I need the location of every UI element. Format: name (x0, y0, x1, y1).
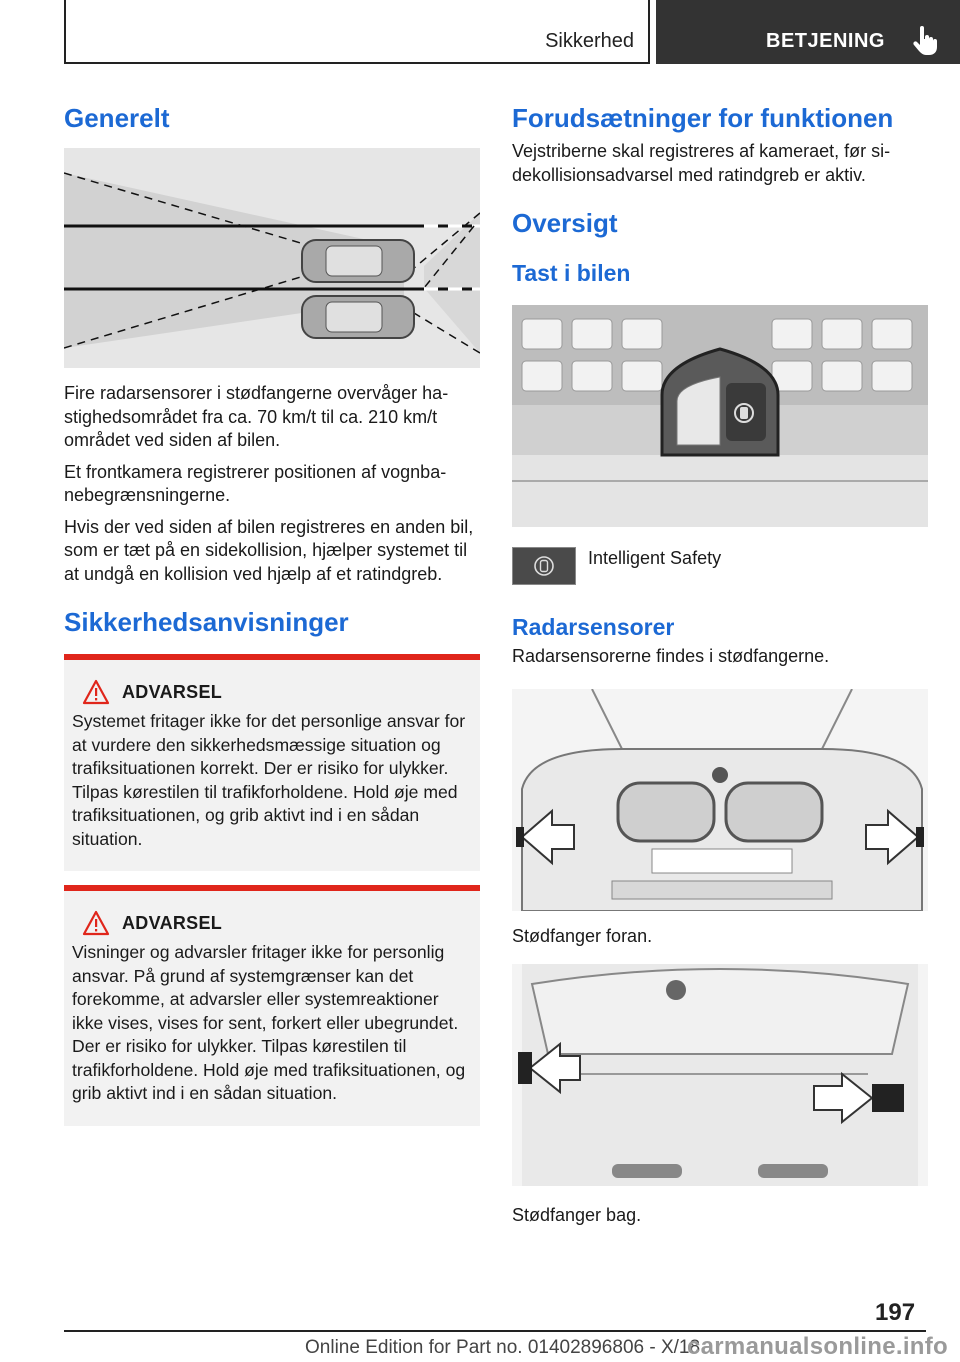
warning-box-2 (64, 885, 480, 1126)
warning-triangle-icon (82, 679, 110, 705)
section-label: Sikkerhed (545, 30, 634, 52)
warning-title-1: ADVARSEL (122, 681, 223, 702)
warning-triangle-icon (82, 910, 110, 936)
general-paragraph-1: Fire radarsensorer i stødfangerne overvåger hastighedsområdet fra ca. 70 km/t til ca. 210 km/t området ved siden af bilen. (64, 383, 449, 450)
button-photo-svg (512, 305, 928, 527)
intelligent-safety-label: Intelligent Safety (588, 548, 722, 568)
lane-diagram (64, 148, 480, 368)
front-bumper-svg (512, 689, 928, 911)
page-header (64, 0, 960, 64)
key-row (512, 547, 928, 585)
chapter-label: BETJENING (766, 30, 885, 52)
rear-bumper-svg (512, 964, 928, 1186)
warning-text-1: Systemet fritager ikke for det personlige ansvar for at vurdere den sikkerhedsmæssige situation og trafiksituationen korrekt. Der er risiko for ulykker. Tilpas kørestilen til trafikforholdene. Hold øje med trafiksituationen, og grib aktivt ind i en sådan situation. (72, 711, 466, 849)
front-bumper-photo (512, 689, 928, 911)
general-paragraph-3: Hvis der ved siden af bilen registreres en anden bil, som er tæt på en sidekollision, hjælper systemet til at undgå en kollision ved hjælp af et ratindgreb. (64, 516, 474, 584)
general-paragraph-2: Et frontkamera registrerer positionen af vognbanebegrænsningerne. (64, 461, 447, 505)
footer-divider (64, 1330, 926, 1332)
right-column (512, 100, 928, 1228)
footer-edition: Online Edition for Part no. 01402896806 - X/18 (305, 1337, 701, 1358)
heading-radar-sensors: Radarsensorer (512, 614, 675, 640)
warning-box-1 (64, 654, 480, 871)
heading-prerequisites: Forudsætninger for funktionen (512, 103, 894, 133)
rear-bumper-photo (512, 964, 928, 1186)
button-photo (512, 305, 928, 527)
left-column (64, 100, 480, 1126)
watermark: carmanualsonline.info (687, 1333, 949, 1360)
intelligent-safety-icon (533, 555, 555, 577)
intelligent-safety-button[interactable] (512, 547, 576, 585)
heading-button-in-car: Tast i bilen (512, 260, 631, 286)
chapter-tab (656, 0, 960, 64)
radar-paragraph: Radarsensorerne findes i stødfangerne. (512, 646, 830, 666)
lane-diagram-svg (64, 148, 480, 368)
hand-pointer-icon (912, 26, 938, 56)
heading-overview: Oversigt (512, 208, 618, 238)
page-number: 197 (875, 1299, 916, 1326)
heading-general: Generelt (64, 103, 170, 133)
warning-text-2: Visninger og advarsler fritager ikke for personlig ansvar. På grund af systemgrænser kan det forekomme, at advarsler eller systemreaktioner ikke vises, vises for sent, forkert eller ubegrundet. Der er risiko for ulykker. Tilpas kørestilen til trafikforholdene. Hold øje med trafiksituationen, og grib aktivt ind i en sådan situation. (72, 942, 466, 1103)
caption-rear-bumper: Stødfanger bag. (512, 1205, 642, 1225)
caption-front-bumper: Stødfanger foran. (512, 925, 653, 946)
section-tab (64, 0, 650, 64)
prerequisites-paragraph: Vejstriberne skal registreres af kameraet, før sidekollisionsadvarsel med ratindgreb er aktiv. (512, 141, 891, 185)
warning-title-2: ADVARSEL (122, 912, 223, 933)
heading-safety: Sikkerhedsanvisninger (64, 607, 349, 637)
